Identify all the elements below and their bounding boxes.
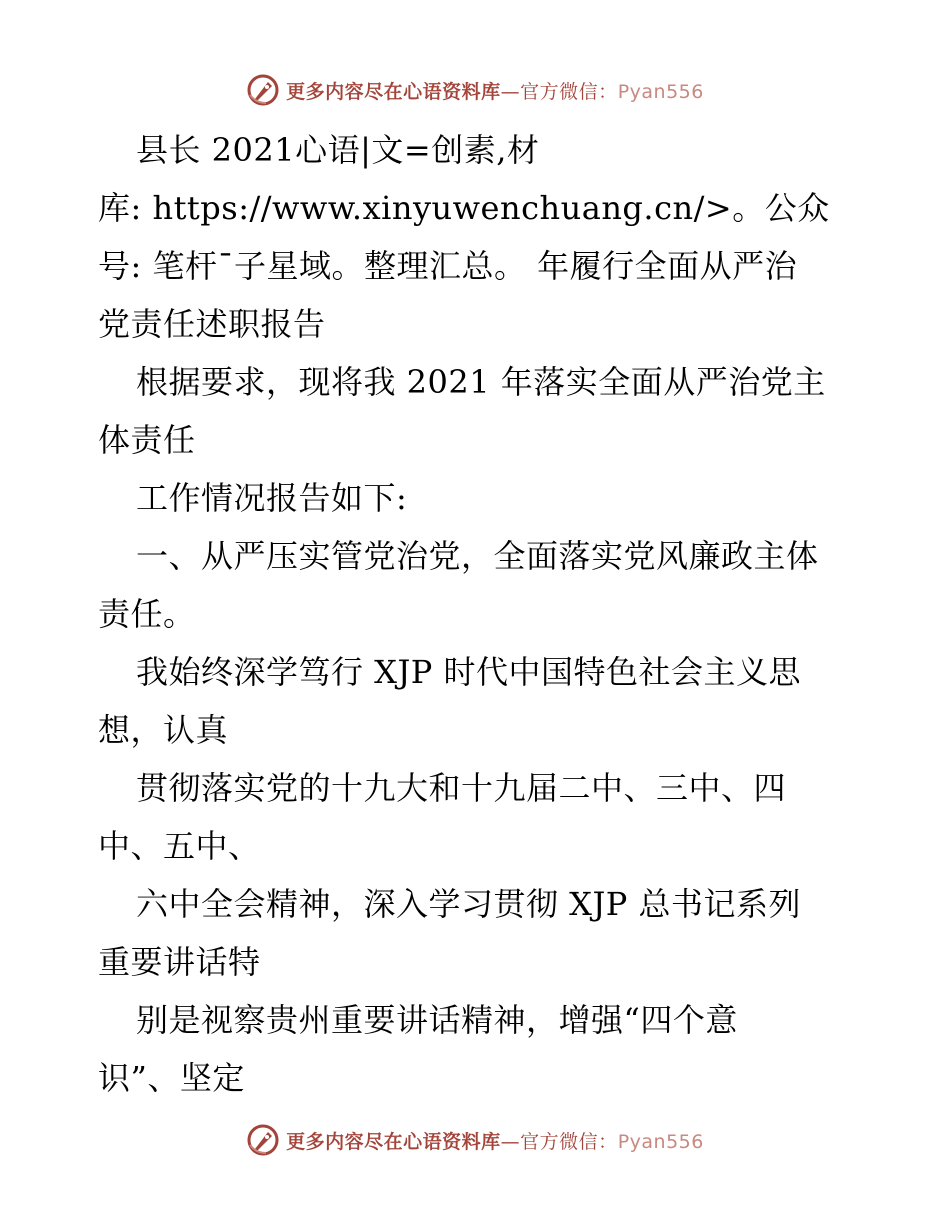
pen-nib-logo-icon bbox=[246, 73, 280, 107]
header-wechat-label: 官方微信： bbox=[520, 80, 618, 103]
body-line: 别是视察贵州重要讲话精神，增强“四个意 bbox=[136, 1001, 738, 1039]
body-line: 我始终深学笃行 XJP 时代中国特色社会主义思 bbox=[136, 653, 801, 691]
header-banner bbox=[0, 70, 950, 110]
footer-banner bbox=[0, 1120, 950, 1160]
footer-separator: — bbox=[500, 1130, 521, 1153]
body-line: 号: 笔杆¯子星域。整理汇总。 年履行全面从严治 bbox=[98, 247, 798, 285]
body-line: 根据要求，现将我 2021 年落实全面从严治党主 bbox=[136, 363, 826, 401]
body-line: 六中全会精神，深入学习贯彻 XJP 总书记系列 bbox=[136, 885, 801, 923]
footer-banner-text bbox=[286, 1127, 704, 1154]
body-line: 想，认真 bbox=[98, 711, 229, 749]
header-separator: — bbox=[500, 80, 521, 103]
body-line: 体责任 bbox=[98, 421, 196, 459]
body-line: 重要讲话特 bbox=[98, 943, 261, 981]
body-line: 党责任述职报告 bbox=[98, 305, 326, 343]
body-line: 贯彻落实党的十九大和十九届二中、三中、四 bbox=[136, 769, 787, 807]
body-line: 中、五中、 bbox=[98, 827, 261, 865]
footer-wechat-id: Pyan556 bbox=[617, 1130, 704, 1153]
pen-nib-logo-icon bbox=[246, 1123, 280, 1157]
body-line: 库: https://www.xinyuwenchuang.cn/>。公众 bbox=[98, 189, 830, 227]
footer-wechat-label: 官方微信： bbox=[520, 1130, 618, 1153]
header-banner-text bbox=[286, 77, 704, 104]
body-line: 一、从严压实管党治党，全面落实党风廉政主体 bbox=[136, 537, 819, 575]
header-site-name: 更多内容尽在心语资料库 bbox=[286, 80, 501, 103]
body-line: 工作情况报告如下: bbox=[136, 479, 408, 517]
body-line: 识”、坚定 bbox=[98, 1059, 245, 1097]
header-wechat-id: Pyan556 bbox=[617, 80, 704, 103]
document-body bbox=[98, 121, 858, 1107]
body-line: 县长 2021心语|文=创素,材 bbox=[136, 131, 540, 169]
body-line: 责任。 bbox=[98, 595, 196, 633]
footer-site-name: 更多内容尽在心语资料库 bbox=[286, 1130, 501, 1153]
